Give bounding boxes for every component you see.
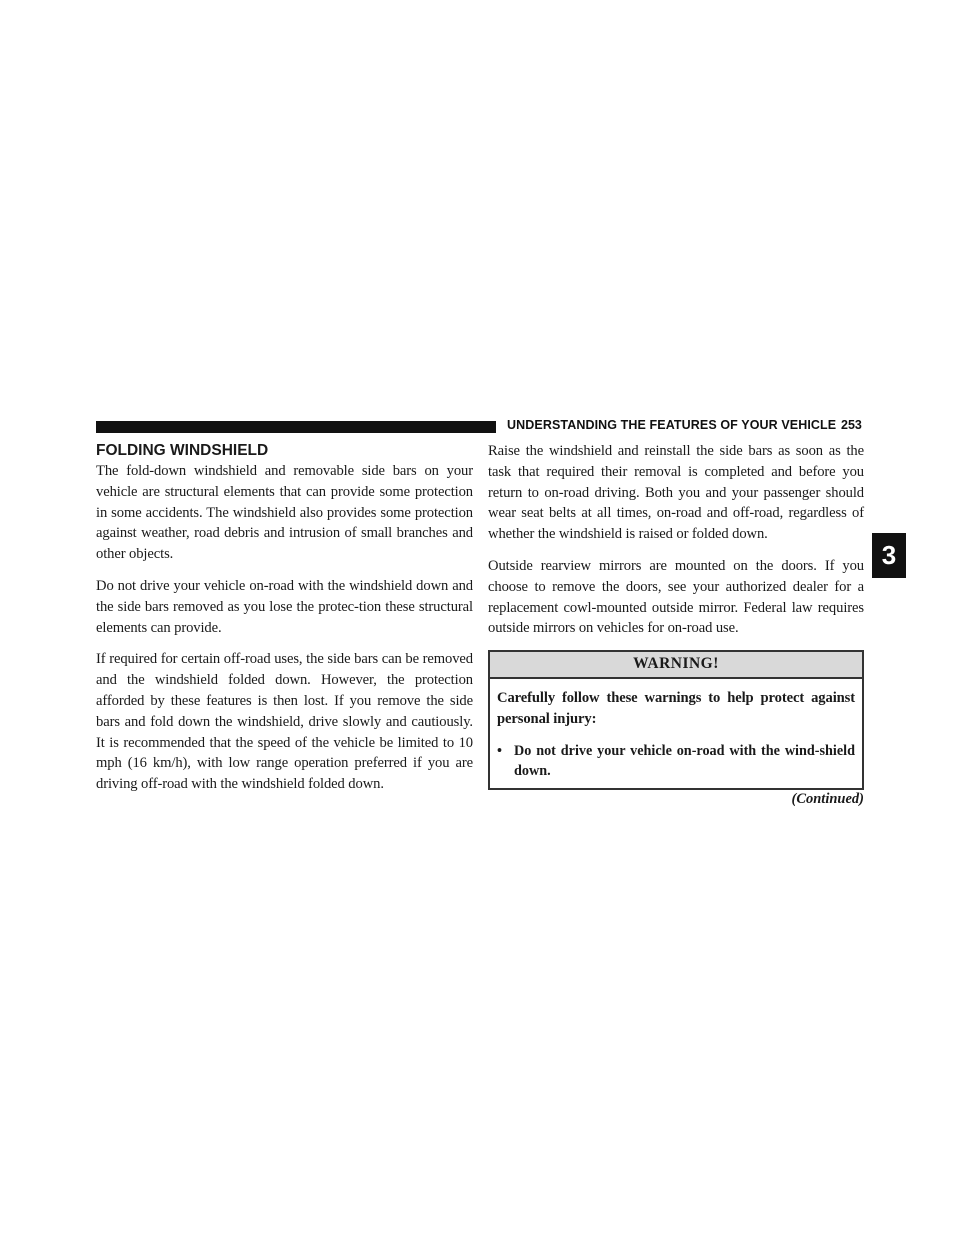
header-rule: [96, 421, 496, 433]
warning-title: WARNING!: [490, 652, 862, 679]
body-paragraph: Outside rearview mirrors are mounted on the doors. If you choose to remove the doors, see your authorized dealer for a replacement cowl-mounted outside mirror. Federal law requires outside mirrors on vehicles for on-road use.: [488, 557, 864, 637]
warning-intro: Carefully follow these warnings to help protect against personal injury:: [497, 690, 855, 727]
left-column: [96, 441, 473, 806]
chapter-tab: 3: [872, 533, 906, 578]
body-paragraph: Raise the windshield and reinstall the side bars as soon as the task that required their removal is completed and before you return to on-road driving. Both you and your passenger should wear seat belts at all times, on-road and off-road, regardless of whether the windshield is raised or folded down.: [488, 443, 864, 543]
warning-box: [488, 650, 864, 790]
warning-item-text: Do not drive your vehicle on-road with the wind-shield down.: [514, 742, 855, 780]
warning-body: [490, 679, 862, 788]
page-number: 253: [841, 418, 862, 432]
body-paragraph: Do not drive your vehicle on-road with the windshield down and the side bars removed as you lose the protec-tion these structural elements can provide.: [96, 577, 473, 636]
right-column: [488, 441, 864, 808]
body-paragraph: If required for certain off-road uses, the side bars can be removed and the windshield folded down. However, the protection afforded by these features is then lost. If you remove the side bars and fold down the windshield, drive slowly and cautiously. It is recommended that the speed of the vehicle be limited to 10 mph (16 km/h), with low range operation preferred if you are driving off-road with the windshield folded down.: [96, 651, 473, 793]
warning-list-item: [497, 741, 855, 782]
body-paragraph: The fold-down windshield and removable side bars on your vehicle are structural elements that can provide some protection in some accidents. The windshield also provides some protection against weather, road debris and intrusion of small branches and other objects.: [96, 463, 473, 563]
continued-note: (Continued): [791, 790, 864, 807]
section-heading: FOLDING WINDSHIELD: [96, 442, 269, 459]
bullet-icon: •: [497, 742, 502, 759]
running-header-title: UNDERSTANDING THE FEATURES OF YOUR VEHICLE: [507, 418, 837, 432]
